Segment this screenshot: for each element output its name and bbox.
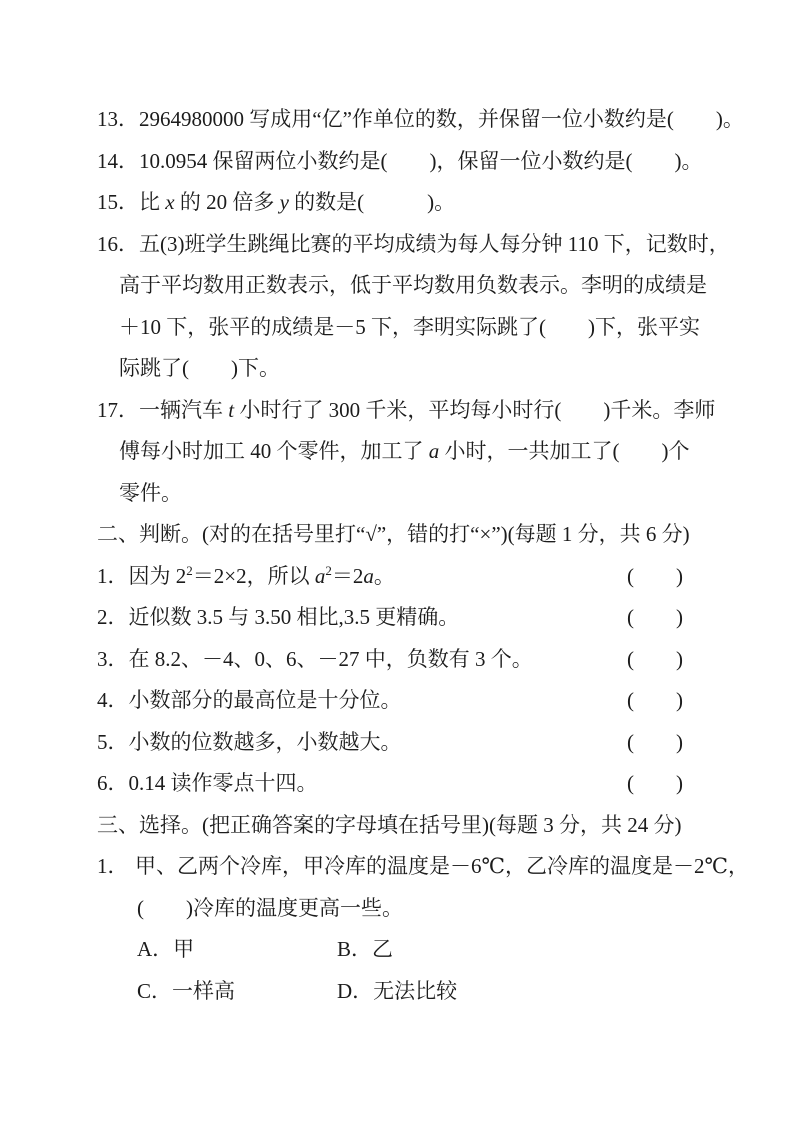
question-line [97, 182, 705, 224]
answer-brackets: ( ) [627, 771, 683, 795]
judgment-text [97, 597, 459, 639]
question-number: 13． [97, 107, 139, 131]
text-segment: 。 [373, 563, 395, 588]
question-line [97, 473, 705, 515]
option-c: C．一样高 [137, 978, 236, 1003]
text-segment: 甲、乙两个冷库，甲冷库的温度是－6℃，乙冷库的温度是－2℃， [135, 854, 749, 878]
item-number: 3． [97, 646, 129, 671]
variable-text: x [165, 190, 175, 214]
options-grid [97, 929, 705, 1012]
judgment-item [97, 680, 705, 722]
answer-brackets: ( ) [627, 729, 683, 754]
text-segment: ＝2×2，所以 [192, 563, 315, 588]
question-line [97, 846, 749, 888]
item-number: 1． [97, 563, 129, 588]
section-header [97, 514, 705, 556]
judgment-text [97, 639, 533, 681]
text-segment: 10.0954 保留两位小数约是( )，保留一位小数约是( )。 [139, 148, 703, 173]
text-segment: 三、选择。(把正确答案的字母填在括号里)(每题 3 分，共 24 分) [97, 812, 682, 837]
question-line [97, 390, 716, 432]
item-number: 5． [97, 729, 129, 754]
question-line [97, 141, 705, 183]
superscript-text: 2 [325, 562, 332, 578]
question-number: 17． [97, 397, 139, 422]
text-segment: 0.14 读作零点十四。 [128, 771, 318, 795]
question-line [97, 348, 705, 390]
variable-text: a [314, 563, 326, 588]
option-d: D．无法比较 [337, 978, 458, 1003]
answer-brackets: ( ) [627, 646, 683, 671]
judgment-item [97, 556, 705, 598]
choice-question-block [97, 846, 749, 929]
section-header [97, 805, 705, 847]
question-number: 1． [97, 854, 129, 878]
question-line [97, 265, 705, 307]
text-segment: 的数是( )。 [288, 190, 456, 214]
question-line [97, 431, 705, 473]
text-segment: 小时行了 300 千米，平均每小时行( )千米。李师 [234, 397, 716, 422]
question-number: 14． [97, 148, 139, 173]
text-segment: 的 20 倍多 [174, 190, 280, 214]
judgment-item [97, 763, 705, 805]
text-segment: 一辆汽车 [139, 397, 229, 422]
question-line [97, 224, 730, 266]
item-number: 4． [97, 688, 129, 712]
answer-brackets: ( ) [627, 563, 683, 588]
text-segment: 2964980000 写成用“亿”作单位的数，并保留一位小数约是( )。 [139, 107, 744, 131]
item-number: 6． [97, 771, 129, 795]
question-number: 16． [97, 231, 139, 256]
judgment-text [97, 680, 402, 722]
answer-brackets: ( ) [627, 605, 683, 629]
text-segment: 零件。 [119, 480, 182, 505]
text-segment: ( )冷库的温度更高一些。 [137, 895, 403, 920]
text-segment: 五(3)班学生跳绳比赛的平均成绩为每人每分钟 110 下，记数时， [139, 231, 730, 256]
judgment-text [97, 763, 318, 805]
question-line [97, 307, 705, 349]
text-segment: 在 8.2、－4、0、6、－27 中，负数有 3 个。 [128, 646, 533, 671]
judgment-item [97, 722, 705, 764]
text-segment: 际跳了( )下。 [119, 356, 280, 380]
superscript-text: 2 [186, 562, 193, 578]
text-segment: 因为 2 [128, 563, 187, 588]
text-segment: 比 [139, 190, 166, 214]
question-line [97, 99, 744, 141]
variable-text: y [279, 190, 289, 214]
text-segment: 二、判断。(对的在括号里打“√”，错的打“×”)(每题 1 分，共 6 分) [97, 522, 690, 546]
judgment-item [97, 597, 705, 639]
text-segment: 近似数 3.5 与 3.50 相比,3.5 更精确。 [128, 605, 460, 629]
variable-text: a [428, 439, 440, 463]
question-number: 15． [97, 190, 139, 214]
variable-text: t [228, 397, 235, 422]
variable-text: a [363, 563, 374, 588]
option-b: B．乙 [337, 937, 394, 961]
judgment-text [97, 722, 402, 764]
fill-in-question-block [97, 99, 744, 141]
fill-in-question-block [97, 141, 705, 183]
text-segment: ＋10 下，张平的成绩是－5 下，李明实际跳了( )下，张平实 [119, 314, 700, 339]
item-number: 2． [97, 605, 129, 629]
text-segment: 傅每小时加工 40 个零件，加工了 [119, 439, 429, 463]
text-segment: 小数部分的最高位是十分位。 [128, 688, 402, 712]
judgment-item [97, 639, 705, 681]
judgment-text [97, 556, 395, 598]
text-segment: 小数的位数越多，小数越大。 [128, 729, 402, 754]
question-line [97, 888, 705, 930]
fill-in-question-block [97, 182, 705, 224]
fill-in-question-block [97, 224, 730, 390]
text-segment: 高于平均数用正数表示，低于平均数用负数表示。李明的成绩是 [119, 273, 707, 297]
fill-in-question-block [97, 390, 716, 515]
answer-brackets: ( ) [627, 688, 683, 712]
option-a: A．甲 [137, 937, 195, 961]
text-segment: ＝2 [331, 563, 364, 588]
text-segment: 小时，一共加工了( )个 [439, 439, 690, 463]
